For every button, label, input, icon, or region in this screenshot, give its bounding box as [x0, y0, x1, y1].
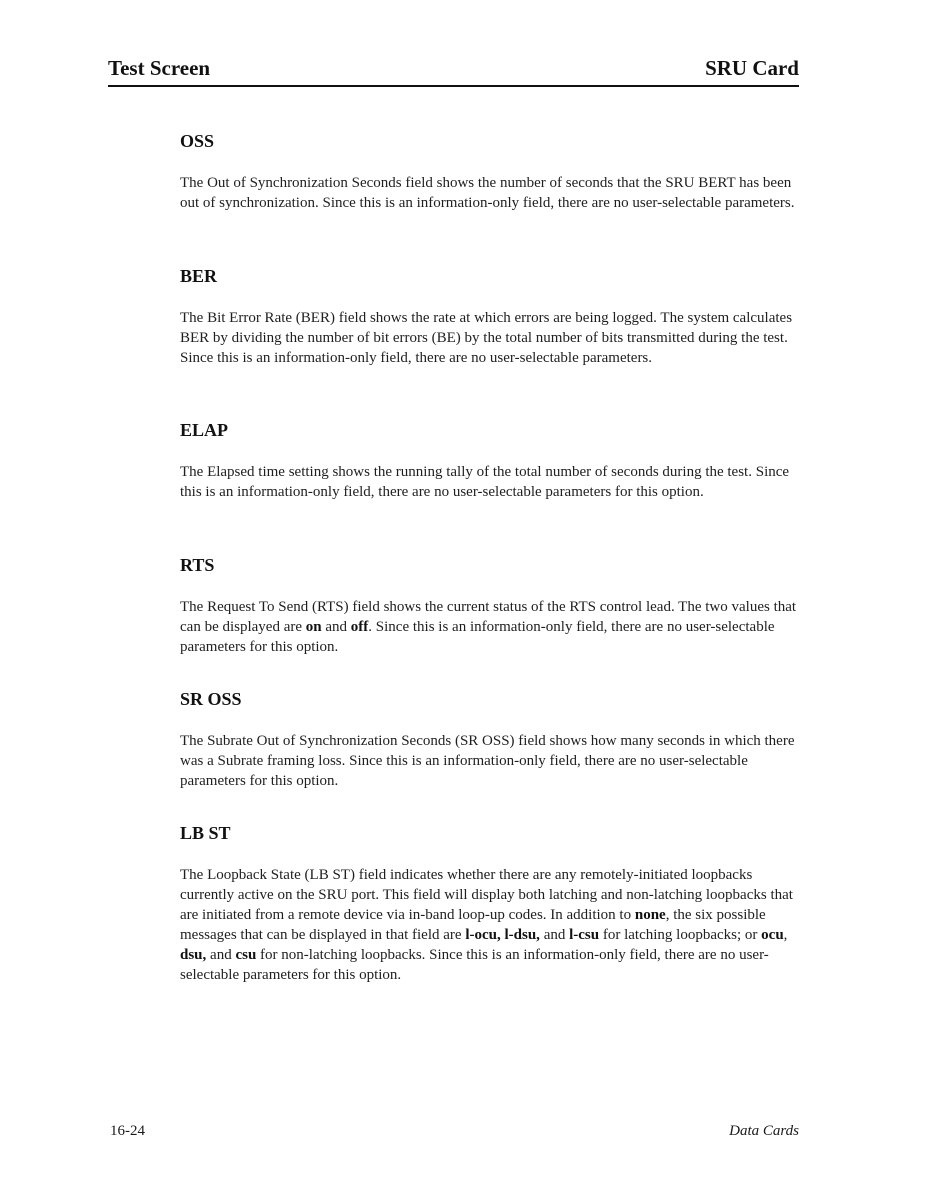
section-sr-oss — [180, 688, 800, 791]
section-body — [180, 597, 800, 657]
header-section-title: Test Screen — [108, 56, 211, 80]
value-on: on — [305, 619, 322, 635]
body-text: The Request To Send (RTS) field shows the current status of the RTS control lead. The two values that can be displayed are — [180, 599, 797, 635]
value-csu: csu — [235, 947, 257, 963]
section-heading: BER — [180, 266, 218, 286]
section-heading: ELAP — [180, 420, 229, 440]
section-heading: OSS — [180, 131, 215, 151]
value-dsu: dsu, — [180, 947, 207, 963]
body-text: , the six possible messages that can be displayed in that field are — [180, 907, 766, 943]
value-none: none — [634, 907, 666, 923]
section-ber — [180, 265, 800, 368]
value-ocu: ocu — [761, 927, 784, 943]
body-text: and — [539, 927, 570, 943]
section-body: The Elapsed time setting shows the running tally of the total number of seconds during the test. Since this is an information-only field, there are no user-selectable parameters for this option. — [180, 464, 790, 500]
header-chapter-title: SRU Card — [705, 56, 799, 80]
section-body: The Bit Error Rate (BER) field shows the rate at which errors are being logged. The system calculates BER by dividing the number of bit errors (BE) by the total number of bits transmitted during the test. Since this is an information-only field, there are no user-selectable parameters. — [180, 310, 793, 366]
page-number: 16-24 — [110, 1123, 145, 1139]
value-l-dsu: l-dsu, — [504, 927, 540, 943]
body-text: The Loopback State (LB ST) field indicates whether there are any remotely-initiated loopbacks currently active on the SRU port. This field will display both latching and non-latching loopbacks that are initiated from a remote device via in-band loop-up codes. In addition to — [180, 867, 793, 923]
section-lb-st — [180, 822, 800, 985]
section-body — [180, 865, 800, 985]
body-text: . Since this is an information-only field, there are no user-selectable parameters for this option. — [180, 619, 775, 655]
section-body: The Out of Synchronization Seconds field shows the number of seconds that the SRU BERT has been out of synchronization. Since this is an information-only field, there are no user-selectable parameters. — [180, 175, 795, 211]
body-text: , — [783, 927, 788, 943]
section-heading: SR OSS — [180, 689, 242, 709]
section-heading: RTS — [180, 555, 215, 575]
body-text: for latching loopbacks; or — [599, 927, 762, 943]
section-rts — [180, 554, 800, 657]
section-body: The Subrate Out of Synchronization Seconds (SR OSS) field shows how many seconds in which there was a Subrate framing loss. Since this is an information-only field, there are no user-selectable parameters for this option. — [180, 733, 795, 789]
section-elap — [180, 419, 800, 502]
value-l-ocu: l-ocu, — [465, 927, 501, 943]
value-off: off — [350, 619, 369, 635]
book-title: Data Cards — [729, 1123, 799, 1139]
page-header — [108, 54, 799, 87]
body-text: for non-latching loopbacks. Since this is an information-only field, there are no user-selectable parameters for this option. — [180, 947, 769, 983]
page-footer — [110, 1121, 799, 1141]
body-text: and — [206, 947, 236, 963]
body-text: and — [321, 619, 351, 635]
section-oss — [180, 130, 800, 213]
section-heading: LB ST — [180, 823, 231, 843]
value-l-csu: l-csu — [569, 927, 600, 943]
